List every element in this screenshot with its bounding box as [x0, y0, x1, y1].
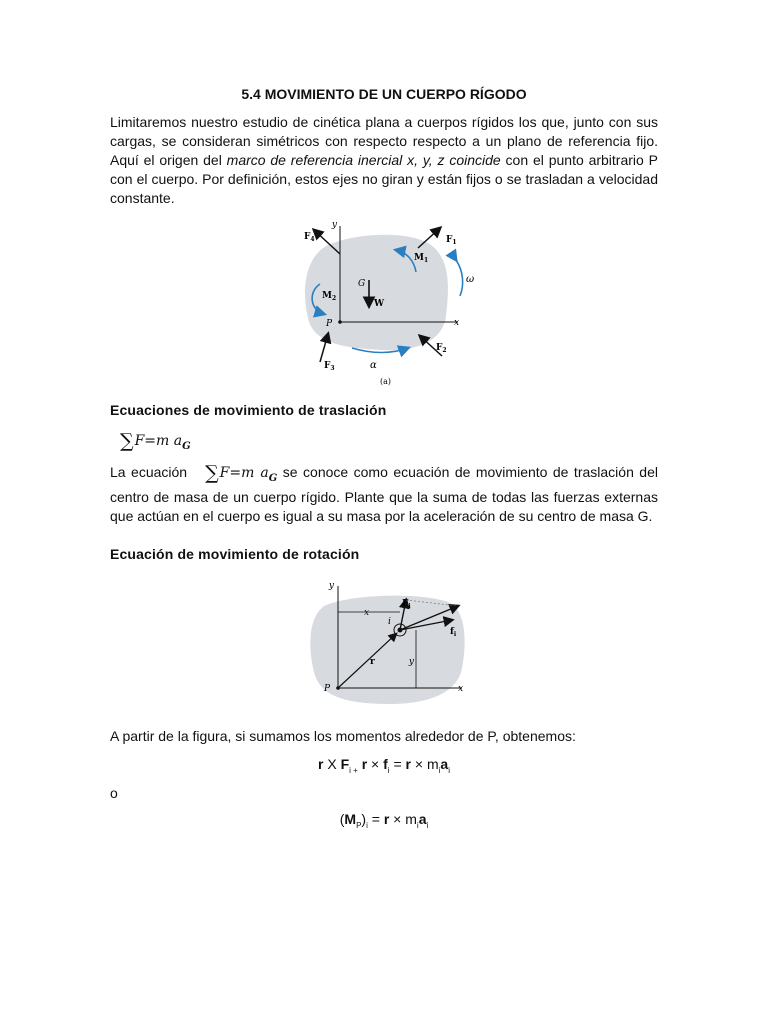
eq1-r3: r — [405, 756, 411, 772]
svg-text:F1 — [446, 235, 457, 246]
translation-heading: Ecuaciones de movimiento de traslación — [110, 402, 387, 418]
eq1-cross2: × — [367, 756, 384, 772]
inline-eq-a: a — [260, 465, 269, 481]
intro-italic-text: marco de referencia inercial x, y, z coincide — [226, 152, 501, 168]
or-text: o — [110, 785, 118, 801]
fig2-y-axis: y — [328, 581, 334, 591]
moment-equation-1 — [0, 756, 768, 775]
force-f2-label: F — [436, 343, 443, 353]
force-f2-sub: 2 — [442, 347, 447, 354]
inline-eq-m: m — [241, 465, 255, 481]
eq2-cross: × m — [389, 811, 417, 827]
inline-eq-f: F — [219, 465, 230, 481]
svg-text:F3 — [324, 361, 335, 372]
page-title: 5.4 MOVIMIENTO DE UN CUERPO RÍGODO — [241, 86, 527, 102]
y-axis-label: y — [331, 220, 337, 230]
particle-moment-figure — [300, 578, 476, 710]
eq-a: a — [173, 433, 183, 449]
sum-symbol: ∑ — [120, 430, 134, 452]
eq1-r1: r — [318, 756, 324, 772]
eq2-M-sub: P — [356, 820, 362, 830]
point-g-label: G — [358, 279, 366, 289]
eq2-close-sub: i — [366, 820, 368, 830]
fig2-i-label: i — [388, 617, 391, 627]
fig2-small-f-label: f — [450, 627, 454, 637]
translation-equation — [120, 428, 191, 452]
eq1-equals: = — [389, 756, 406, 772]
force-f1-sub: 1 — [452, 239, 457, 246]
eq1-F: F — [340, 756, 350, 772]
eq1-a: a — [440, 756, 449, 772]
eq1-f-sub: i — [387, 765, 390, 775]
eq-f: F — [134, 433, 145, 449]
eq2-open: ( — [339, 811, 345, 827]
force-f3-sub: 3 — [330, 365, 335, 372]
fig2-point-p: P — [324, 684, 331, 694]
eq1-cross3: × m — [411, 756, 439, 772]
moment-m1-label: M — [414, 253, 424, 263]
eq1-m-sub: i — [438, 765, 441, 775]
x-axis-label: x — [454, 318, 460, 328]
intro-paragraph — [110, 113, 658, 208]
force-f4-label: F — [304, 232, 311, 242]
moment-m2-sub: 2 — [331, 295, 337, 302]
force-f4-sub: 4 — [310, 236, 315, 243]
eq1-r2: r — [357, 756, 368, 772]
rotation-heading: Ecuación de movimiento de rotación — [110, 546, 360, 562]
rigid-body-figure — [296, 216, 476, 388]
weight-label: W — [374, 299, 385, 309]
alpha-label: α — [370, 360, 377, 371]
force-f1-label: F — [446, 235, 453, 245]
eq2-a: a — [418, 811, 427, 827]
fig2-f-label: F — [402, 599, 409, 609]
translation-para-prefix: La ecuación — [110, 464, 188, 480]
moment-equation-2 — [0, 811, 768, 830]
intro-text-1: Limitaremos nuestro estudio de cinética plana a cuerpos rígidos los que, junto con sus cargas, se consideran simétricos con respecto respecto a un plano de referencia fijo. Aquí el origen del — [110, 114, 658, 168]
eq2-m-sub: i — [416, 820, 419, 830]
figure1-caption: (a) — [380, 377, 392, 386]
inline-sum-symbol: ∑ — [205, 462, 219, 484]
translation-para-rest: se conoce como ecuación de movimiento de traslación del centro de masa de un cuerpo rígido. Plante que la suma de todas las fuerzas externas que actúan en el cuerpo es igual a su masa por la aceleración de su centro de masa G. — [110, 464, 658, 524]
eq2-equals: = — [367, 811, 384, 827]
fig2-r-label: r — [370, 657, 375, 667]
moment-m1-sub: 1 — [423, 257, 429, 264]
eq-sub-g: G — [182, 440, 191, 452]
intro-text-2: con el punto arbitrario P con el cuerpo. Por definición, estos ejes no giran y están fijos o se trasladan a velocidad constante. — [110, 152, 658, 206]
force-f3-label: F — [324, 361, 331, 371]
eq1-F-sub: i + — [349, 765, 358, 775]
moment-m2-label: M — [322, 291, 332, 301]
fig2-y-dim: y — [408, 657, 414, 667]
eq2-close: ) — [361, 811, 367, 827]
inline-eq-sub-g: G — [268, 472, 278, 484]
eq-m: m — [156, 433, 170, 449]
eq-equals: = — [144, 433, 157, 449]
fig2-f-sub: i — [408, 603, 411, 610]
eq1-cross1: X — [323, 756, 341, 772]
fig2-x-dim: x — [364, 608, 370, 618]
fig2-x-axis: x — [458, 684, 464, 694]
eq2-a-sub: i — [426, 820, 429, 830]
eq2-M: M — [344, 811, 357, 827]
svg-text:F4 — [304, 232, 315, 243]
omega-label: ω — [466, 274, 475, 285]
eq1-f: f — [383, 756, 388, 772]
point-p-label: P — [326, 319, 333, 329]
rotation-paragraph: A partir de la figura, si sumamos los momentos alrededor de P, obtenemos: — [110, 728, 576, 744]
fig2-small-f-sub: i — [453, 631, 457, 638]
svg-text:F2 — [436, 343, 447, 354]
eq1-a-sub: i — [448, 765, 450, 775]
inline-equation — [205, 462, 278, 484]
translation-paragraph — [110, 462, 658, 526]
eq2-r: r — [383, 811, 390, 827]
inline-eq-equals: = — [229, 465, 242, 481]
